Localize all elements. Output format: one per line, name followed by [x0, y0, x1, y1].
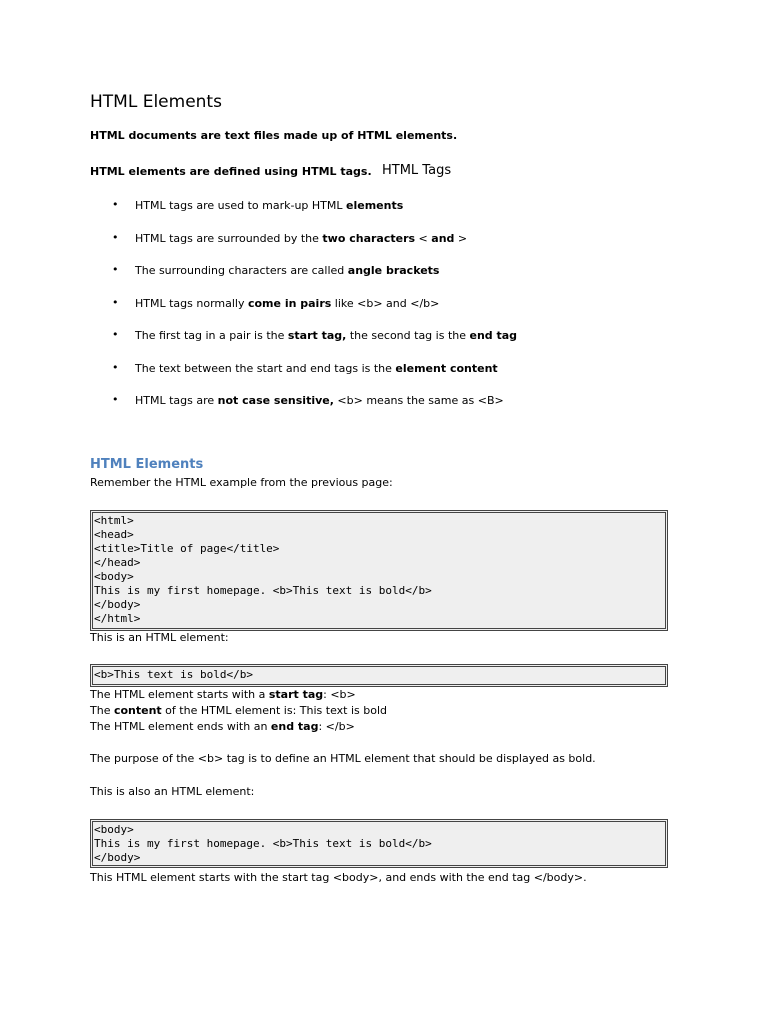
code-line: <head> [94, 528, 134, 541]
page-title: HTML Elements [90, 92, 222, 112]
list-item: • The text between the start and end tags is the element content [112, 362, 517, 395]
remember-text: Remember the HTML example from the previous page: [90, 476, 393, 489]
code-example-full-page [90, 510, 668, 631]
list-item: • The first tag in a pair is the start tag, the second tag is the end tag [112, 329, 517, 362]
code-line: This is my first homepage. <b>This text is bold</b> [94, 837, 432, 850]
code-line: <body> [94, 823, 134, 836]
code-example-body [90, 819, 668, 868]
code-line: <b>This text is bold</b> [94, 668, 253, 681]
code-line: <body> [94, 570, 134, 583]
code-example-bold [90, 664, 668, 687]
list-item: • HTML tags are surrounded by the two characters < and > [112, 232, 517, 265]
code-line: </html> [94, 612, 141, 625]
section-heading: HTML Elements [90, 457, 204, 472]
code-line: </body> [94, 598, 141, 611]
start-tag-text: The HTML element starts with a start tag: <b> [90, 688, 356, 701]
list-item: • HTML tags normally come in pairs like <b> and </b> [112, 297, 517, 330]
list-item: • The surrounding characters are called angle brackets [112, 264, 517, 297]
intro-line-1: HTML documents are text files made up of HTML elements. [90, 129, 458, 142]
code-line: <title>Title of page</title> [94, 542, 280, 555]
end-tag-text: The HTML element ends with an end tag: </b> [90, 720, 355, 733]
final-text: This HTML element starts with the start tag <body>, and ends with the end tag </body>. [90, 871, 587, 884]
code-line: </head> [94, 556, 141, 569]
code-line: </body> [94, 851, 141, 864]
code-line: This is my first homepage. <b>This text is bold</b> [94, 584, 432, 597]
content-text: The content of the HTML element is: This text is bold [90, 704, 387, 717]
code-line: <html> [94, 514, 134, 527]
tag-facts-list [112, 199, 517, 427]
intro-line-2: HTML elements are defined using HTML tags. [90, 165, 372, 178]
also-element-text: This is also an HTML element: [90, 785, 255, 798]
is-element-text: This is an HTML element: [90, 631, 229, 644]
list-item: • HTML tags are not case sensitive, <b> means the same as <B> [112, 394, 517, 427]
purpose-text: The purpose of the <b> tag is to define an HTML element that should be displayed as bold. [90, 752, 596, 765]
html-tags-heading: HTML Tags [382, 163, 452, 178]
list-item: • HTML tags are used to mark-up HTML elements [112, 199, 517, 232]
